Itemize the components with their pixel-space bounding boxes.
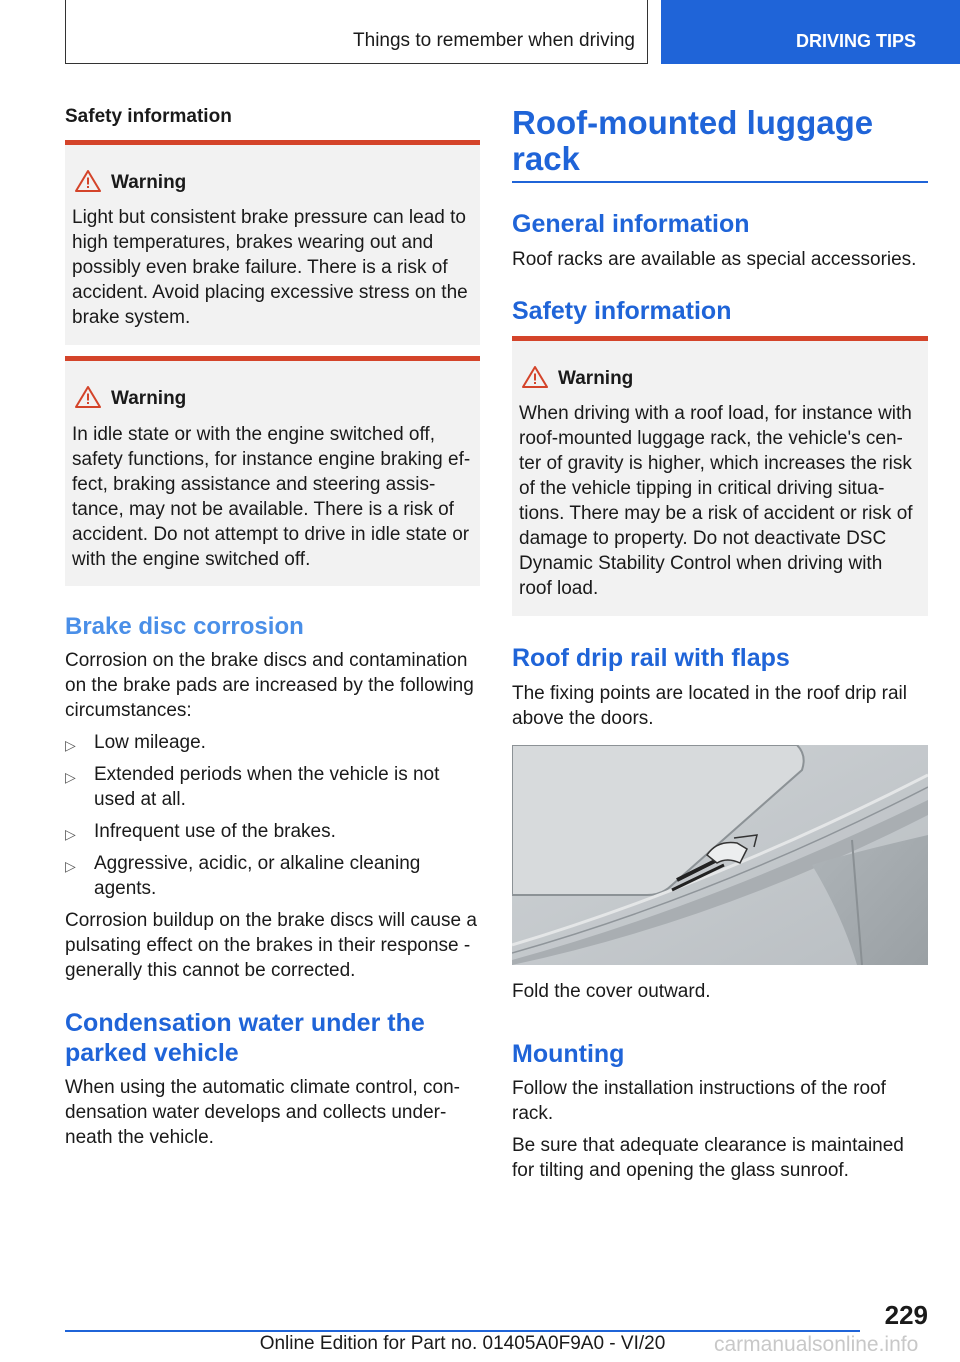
safety-information-heading: Safety information: [512, 297, 732, 325]
warning-text-line: Dynamic Stability Control when driving with: [519, 553, 883, 574]
warning-text-line: accident. Avoid placing excessive stress on the: [72, 282, 468, 303]
warning-text-line: of the vehicle tipping in critical driving situa-: [519, 478, 885, 499]
paragraph-line: Corrosion buildup on the brake discs will cause a: [65, 910, 477, 931]
warning-text-line: high temperatures, brakes wearing out and: [72, 232, 434, 253]
paragraph-line: neath the vehicle.: [65, 1127, 214, 1148]
watermark: carmanualsonline.info: [714, 1333, 919, 1356]
warning-text-line: Light but consistent brake pressure can lead to: [72, 207, 466, 228]
paragraph-line: rack.: [512, 1103, 554, 1124]
triangle-bullet-icon: ▷: [65, 769, 76, 785]
list-item-text: Extended periods when the vehicle is not: [94, 764, 440, 785]
warning-triangle-icon: [522, 365, 548, 389]
figure-caption: Fold the cover outward.: [512, 981, 711, 1002]
triangle-bullet-icon: ▷: [65, 737, 76, 753]
page-number: 229: [884, 1300, 928, 1330]
paragraph-line: Corrosion on the brake discs and contamination: [65, 650, 468, 671]
paragraph-line: on the brake pads are increased by the following: [65, 675, 474, 696]
warning-text-line: roof-mounted luggage rack, the vehicle's cen-: [519, 428, 903, 449]
warning-text-line: safety functions, for instance engine braking ef-: [72, 449, 471, 470]
warning-text-line: with the engine switched off.: [72, 549, 311, 570]
chapter-title: Things to remember when driving: [353, 30, 635, 51]
paragraph-line: When using the automatic climate control, con-: [65, 1077, 460, 1098]
roof-illustration-image: [512, 745, 928, 965]
paragraph-line: circumstances:: [65, 700, 192, 721]
paragraph-line: above the doors.: [512, 708, 654, 729]
section-tab: [661, 0, 960, 64]
list-item-text: Aggressive, acidic, or alkaline cleaning: [94, 853, 421, 874]
brake-disc-corrosion-heading: Brake disc corrosion: [65, 613, 304, 640]
list-item-text: Infrequent use of the brakes.: [94, 821, 336, 842]
page-title: rack: [512, 140, 580, 177]
safety-information-heading: Safety information: [65, 106, 232, 127]
warning-text-line: tance, may not be available. There is a risk of: [72, 499, 454, 520]
warning-triangle-icon: [75, 169, 101, 193]
warning-text-line: brake system.: [72, 307, 191, 328]
warning-box: [512, 336, 928, 616]
section-tab-label: DRIVING TIPS: [796, 31, 917, 51]
roof-drip-rail-illustration: [512, 745, 928, 965]
warning-text-line: ter of gravity is higher, which increases the risk: [519, 453, 912, 474]
paragraph-line: Roof racks are available as special accessories.: [512, 249, 917, 270]
warning-box: [65, 140, 480, 345]
paragraph-line: The fixing points are located in the roof drip rail: [512, 683, 907, 704]
list-item-text: Low mileage.: [94, 732, 206, 753]
condensation-heading: Condensation water under the: [65, 1009, 425, 1037]
warning-text-line: possibly even brake failure. There is a risk of: [72, 257, 448, 278]
warning-title: Warning: [558, 368, 634, 389]
triangle-bullet-icon: ▷: [65, 858, 76, 874]
condensation-heading: parked vehicle: [65, 1039, 239, 1067]
warning-text-line: In idle state or with the engine switched off,: [72, 424, 435, 445]
warning-text-line: tions. There may be a risk of accident or risk of: [519, 503, 913, 524]
paragraph-line: for tilting and opening the glass sunroof.: [512, 1160, 849, 1181]
title-divider: [512, 181, 928, 183]
paragraph-line: pulsating effect on the brakes in their response -: [65, 935, 471, 956]
mounting-heading: Mounting: [512, 1040, 625, 1068]
warning-triangle-icon: [75, 385, 101, 409]
warning-text-line: When driving with a roof load, for instance with: [519, 403, 912, 424]
warning-title: Warning: [111, 172, 187, 193]
warning-text-line: roof load.: [519, 578, 599, 599]
warning-text-line: accident. Do not attempt to drive in idle state or: [72, 524, 470, 545]
general-information-heading: General information: [512, 210, 750, 238]
warning-title: Warning: [111, 388, 187, 409]
edition-footer: Online Edition for Part no. 01405A0F9A0 - VI/20: [259, 1333, 666, 1354]
list-item-text: used at all.: [94, 789, 186, 810]
footer-divider: [65, 1330, 860, 1332]
triangle-bullet-icon: ▷: [65, 826, 76, 842]
paragraph-line: Be sure that adequate clearance is maintained: [512, 1135, 904, 1156]
warning-box: [65, 356, 480, 586]
paragraph-line: densation water develops and collects under-: [65, 1102, 447, 1123]
roof-drip-rail-heading: Roof drip rail with flaps: [512, 644, 790, 672]
paragraph-line: Follow the installation instructions of the roof: [512, 1078, 886, 1099]
page-title: Roof-mounted luggage: [512, 104, 874, 141]
warning-text-line: damage to property. Do not deactivate DSC: [519, 528, 887, 549]
list-item-text: agents.: [94, 878, 157, 899]
running-header: [65, 0, 648, 64]
paragraph-line: generally this cannot be corrected.: [65, 960, 356, 981]
warning-text-line: fect, braking assistance and steering assis-: [72, 474, 436, 495]
